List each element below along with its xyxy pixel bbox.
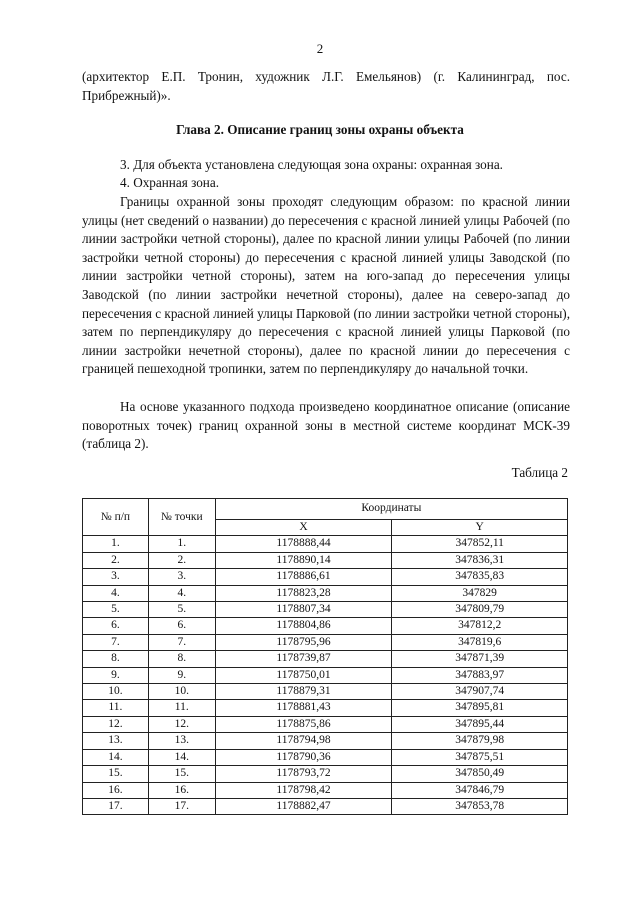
y-coordinate-cell: 347809,79 bbox=[392, 602, 568, 618]
y-coordinate-cell: 347883,97 bbox=[392, 667, 568, 683]
table-row bbox=[83, 602, 568, 618]
y-coordinate-cell: 347875,51 bbox=[392, 749, 568, 765]
table-row bbox=[83, 766, 568, 782]
header-x: X bbox=[215, 520, 392, 536]
boundary-description-paragraph: Границы охранной зоны проходят следующим образом: по красной линии улицы (нет сведений о названии) до пересечения с красной линией улицы Рабочей (по линии застройки четной стороны), далее по красной линии улицы Рабочей (по линии застройки четной стороны) до пересечения с красной линией улицы Заводской (по линии застройки четной стороны), затем на юго-запад до пересечения улицы Заводской (по линии застройки нечетной стороны), далее на северо-запад до пересечения с красной линией улицы Парковой (по линии застройки четной стороны), затем по перпендикуляру до пересечения с красной линией улицы Парковой (по линии застройки нечетной стороны), далее по красной линии до пересечения с границей пешеходной тропинки, затем по перпендикуляру до начальной точки. bbox=[82, 194, 570, 377]
point-number-cell: 8. bbox=[148, 651, 215, 667]
header-y: Y bbox=[392, 520, 568, 536]
table-row bbox=[83, 618, 568, 634]
row-number-cell: 1. bbox=[83, 536, 149, 552]
y-coordinate-cell: 347829 bbox=[392, 585, 568, 601]
point-number-cell: 9. bbox=[148, 667, 215, 683]
y-coordinate-cell: 347895,81 bbox=[392, 700, 568, 716]
x-coordinate-cell: 1178790,36 bbox=[215, 749, 392, 765]
table-row bbox=[83, 782, 568, 798]
y-coordinate-cell: 347871,39 bbox=[392, 651, 568, 667]
y-coordinate-cell: 347846,79 bbox=[392, 782, 568, 798]
table-row bbox=[83, 700, 568, 716]
point-number-cell: 16. bbox=[148, 782, 215, 798]
table-row bbox=[83, 552, 568, 568]
y-coordinate-cell: 347812,2 bbox=[392, 618, 568, 634]
x-coordinate-cell: 1178798,42 bbox=[215, 782, 392, 798]
point-number-cell: 17. bbox=[148, 798, 215, 814]
point-number-cell: 10. bbox=[148, 684, 215, 700]
item-4-paragraph: 4. Охранная зона. bbox=[120, 175, 220, 190]
row-number-cell: 14. bbox=[83, 749, 149, 765]
header-row-number: № п/п bbox=[83, 499, 149, 536]
y-coordinate-cell: 347835,83 bbox=[392, 569, 568, 585]
row-number-cell: 16. bbox=[83, 782, 149, 798]
point-number-cell: 12. bbox=[148, 716, 215, 732]
x-coordinate-cell: 1178794,98 bbox=[215, 733, 392, 749]
x-coordinate-cell: 1178875,86 bbox=[215, 716, 392, 732]
point-number-cell: 1. bbox=[148, 536, 215, 552]
x-coordinate-cell: 1178881,43 bbox=[215, 700, 392, 716]
row-number-cell: 5. bbox=[83, 602, 149, 618]
row-number-cell: 4. bbox=[83, 585, 149, 601]
y-coordinate-cell: 347836,31 bbox=[392, 552, 568, 568]
table-row bbox=[83, 684, 568, 700]
x-coordinate-cell: 1178823,28 bbox=[215, 585, 392, 601]
table-row bbox=[83, 585, 568, 601]
x-coordinate-cell: 1178793,72 bbox=[215, 766, 392, 782]
table-row bbox=[83, 651, 568, 667]
row-number-cell: 12. bbox=[83, 716, 149, 732]
header-point-number: № точки bbox=[148, 499, 215, 536]
point-number-cell: 15. bbox=[148, 766, 215, 782]
x-coordinate-cell: 1178750,01 bbox=[215, 667, 392, 683]
x-coordinate-cell: 1178890,14 bbox=[215, 552, 392, 568]
table-row bbox=[83, 667, 568, 683]
y-coordinate-cell: 347907,74 bbox=[392, 684, 568, 700]
table-row bbox=[83, 716, 568, 732]
coordinates-table bbox=[82, 498, 568, 815]
chapter-heading: Глава 2. Описание границ зоны охраны объекта bbox=[176, 122, 464, 137]
row-number-cell: 13. bbox=[83, 733, 149, 749]
table-row bbox=[83, 536, 568, 552]
point-number-cell: 3. bbox=[148, 569, 215, 585]
y-coordinate-cell: 347819,6 bbox=[392, 634, 568, 650]
coordinate-basis-paragraph: На основе указанного подхода произведено координатное описание (описание поворотных точек) границ охранной зоны в местной системе координат МСК-39 (таблица 2). bbox=[82, 399, 570, 452]
continuation-paragraph: (архитектор Е.П. Тронин, художник Л.Г. Емельянов) (г. Калининград, пос. Прибрежный)». bbox=[82, 69, 570, 103]
point-number-cell: 4. bbox=[148, 585, 215, 601]
row-number-cell: 6. bbox=[83, 618, 149, 634]
row-number-cell: 2. bbox=[83, 552, 149, 568]
x-coordinate-cell: 1178886,61 bbox=[215, 569, 392, 585]
point-number-cell: 13. bbox=[148, 733, 215, 749]
y-coordinate-cell: 347850,49 bbox=[392, 766, 568, 782]
table-row bbox=[83, 798, 568, 814]
x-coordinate-cell: 1178807,34 bbox=[215, 602, 392, 618]
point-number-cell: 2. bbox=[148, 552, 215, 568]
x-coordinate-cell: 1178879,31 bbox=[215, 684, 392, 700]
row-number-cell: 3. bbox=[83, 569, 149, 585]
row-number-cell: 11. bbox=[83, 700, 149, 716]
x-coordinate-cell: 1178882,47 bbox=[215, 798, 392, 814]
y-coordinate-cell: 347853,78 bbox=[392, 798, 568, 814]
page-number: 2 bbox=[316, 41, 324, 56]
point-number-cell: 6. bbox=[148, 618, 215, 634]
row-number-cell: 9. bbox=[83, 667, 149, 683]
x-coordinate-cell: 1178795,96 bbox=[215, 634, 392, 650]
point-number-cell: 14. bbox=[148, 749, 215, 765]
y-coordinate-cell: 347852,11 bbox=[392, 536, 568, 552]
y-coordinate-cell: 347895,44 bbox=[392, 716, 568, 732]
item-3-paragraph: 3. Для объекта установлена следующая зона охраны: охранная зона. bbox=[120, 157, 503, 172]
point-number-cell: 5. bbox=[148, 602, 215, 618]
x-coordinate-cell: 1178739,87 bbox=[215, 651, 392, 667]
table-row bbox=[83, 634, 568, 650]
y-coordinate-cell: 347879,98 bbox=[392, 733, 568, 749]
row-number-cell: 15. bbox=[83, 766, 149, 782]
coordinates-table-body bbox=[83, 536, 568, 815]
table-row bbox=[83, 569, 568, 585]
x-coordinate-cell: 1178804,86 bbox=[215, 618, 392, 634]
table-row bbox=[83, 749, 568, 765]
table-caption: Таблица 2 bbox=[511, 465, 568, 480]
point-number-cell: 11. bbox=[148, 700, 215, 716]
x-coordinate-cell: 1178888,44 bbox=[215, 536, 392, 552]
row-number-cell: 17. bbox=[83, 798, 149, 814]
row-number-cell: 8. bbox=[83, 651, 149, 667]
row-number-cell: 7. bbox=[83, 634, 149, 650]
row-number-cell: 10. bbox=[83, 684, 149, 700]
header-coordinates: Координаты bbox=[215, 499, 567, 520]
table-row bbox=[83, 733, 568, 749]
point-number-cell: 7. bbox=[148, 634, 215, 650]
